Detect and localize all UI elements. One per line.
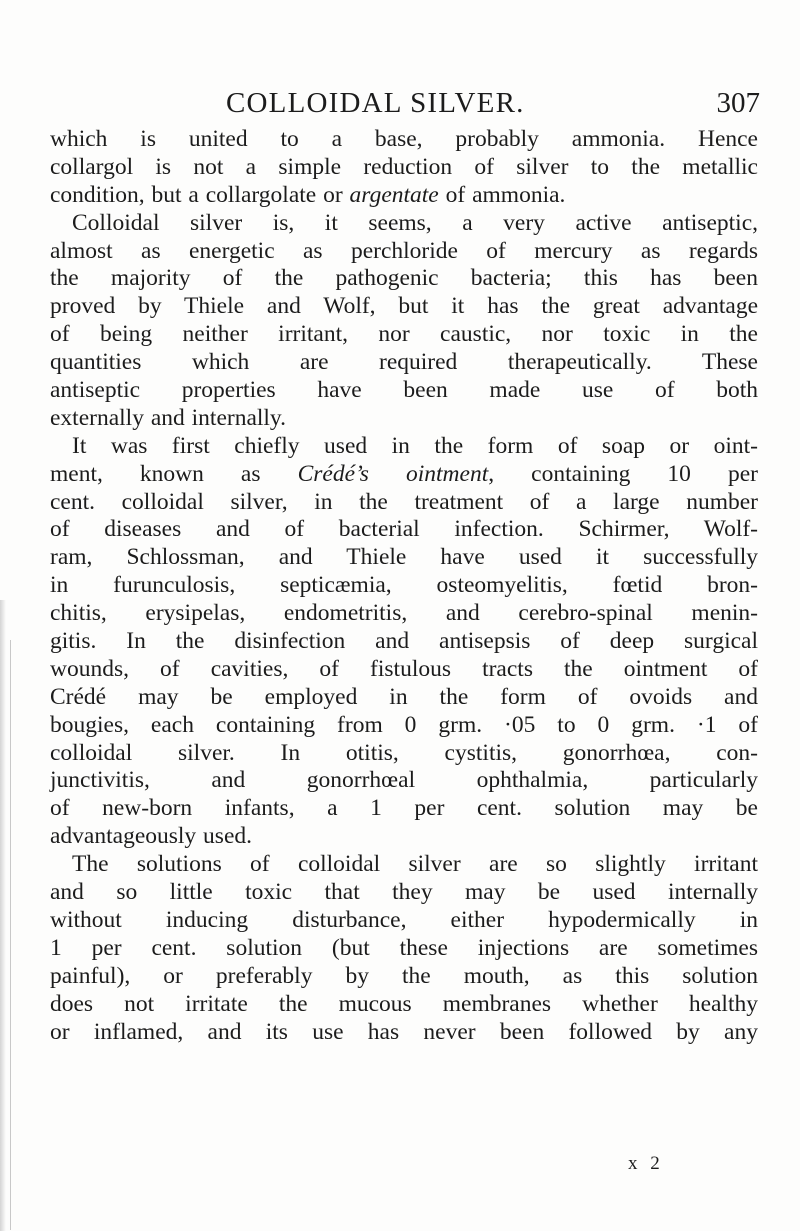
text-line [50,1019,758,1047]
text-line-content: wounds, of cavities, of fistulous tracts the ointment of [50,655,758,682]
text-line [50,461,758,489]
text-line-content: without inducing disturbance, either hypodermically in [50,906,758,933]
text-line [50,293,758,321]
text-line-content: advantageously used. [50,823,253,850]
text-line-content: of diseases and of bacterial infection. Schirmer, Wolf- [50,516,758,543]
text-line [50,963,758,991]
text-line-content: ram, Schlossman, and Thiele have used it successfully [50,544,758,571]
text-line-content: cent. colloidal silver, in the treatment of a large number [50,488,758,515]
page-edge-line [10,640,11,1230]
text-line [50,767,758,795]
text-line-content: bougies, each containing from 0 grm. ·05 to 0 grm. ·1 of [50,711,758,738]
page-header [50,83,760,123]
text-line-content: 1 per cent. solution (but these injections are sometimes [50,934,758,961]
page-number: 307 [716,87,760,119]
text-line [50,489,758,517]
text-line [50,572,758,600]
text-line [50,656,758,684]
text-line [50,154,758,182]
body-text [50,126,758,1046]
text-line [50,516,758,544]
text-line [50,628,758,656]
signature-mark: x 2 [628,1153,664,1174]
text-line [50,238,758,266]
text-line-content: condition, but a collargolate or [50,181,350,208]
text-line [50,823,758,851]
text-line [50,740,758,768]
text-line-content: almost as energetic as perchloride of mercury as regards [50,237,758,264]
text-line-content: antiseptic properties have been made use of both [50,377,758,404]
text-line-content: gitis. In the disinfection and antisepsis of deep surgical [50,628,758,655]
text-line [50,684,758,712]
text-line-content: The solutions of colloidal silver are so slightly irritant [72,851,758,878]
text-line-content: does not irritate the mucous membranes whether healthy [50,990,758,1017]
text-line [50,210,758,238]
text-line [50,712,758,740]
text-line-content: quantities which are required therapeutically. These [50,349,758,376]
text-line-continuation: of ammonia. [438,181,566,208]
text-line-content: the majority of the pathogenic bacteria; this has been [50,265,758,292]
text-line-content: and so little toxic that they may be used internally [50,879,758,906]
text-line-content: Colloidal silver is, it seems, a very active antiseptic, [72,209,758,236]
text-line [50,600,758,628]
page-edge-shadow [0,600,6,1231]
text-line-content: ment, known as [50,460,298,487]
text-line-continuation: , containing 10 per [488,460,758,487]
text-line [50,879,758,907]
text-line [50,544,758,572]
text-line-content: It was first chiefly used in the form of soap or oint- [72,432,758,459]
text-line-content: chitis, erysipelas, endometritis, and cerebro-spinal menin- [50,600,758,627]
text-line [50,935,758,963]
text-line [50,377,758,405]
text-line [50,851,758,879]
text-line [50,265,758,293]
text-line [50,405,758,433]
text-line-content: of new-born infants, a 1 per cent. solution may be [50,795,758,822]
text-line-content: collargol is not a simple reduction of silver to the metallic [50,153,758,180]
text-line-content: Crédé may be employed in the form of ovoids and [50,683,758,710]
running-title: COLLOIDAL SILVER. [226,87,525,119]
text-line [50,433,758,461]
text-line [50,795,758,823]
text-line [50,126,758,154]
text-line [50,991,758,1019]
text-line-content: or inflamed, and its use has never been followed by any [50,1018,758,1045]
text-line [50,182,758,210]
italic-term: Crédé’s ointment [297,460,489,487]
text-line [50,321,758,349]
text-line-content: colloidal silver. In otitis, cystitis, gonorrhœa, con- [50,739,758,766]
text-line-content: in furunculosis, septicæmia, osteomyelitis, fœtid bron- [50,572,758,599]
text-line-content: of being neither irritant, nor caustic, nor toxic in the [50,321,758,348]
text-line-content: proved by Thiele and Wolf, but it has the great advantage [50,293,758,320]
text-line-content: which is united to a base, probably ammonia. Hence [50,126,758,152]
text-line [50,907,758,935]
text-line-content: painful), or preferably by the mouth, as this solution [50,962,758,989]
text-line-content: junctivitis, and gonorrhœal ophthalmia, particularly [50,767,758,794]
italic-term: argentate [349,181,439,208]
text-line-content: externally and internally. [50,404,287,431]
text-line [50,349,758,377]
